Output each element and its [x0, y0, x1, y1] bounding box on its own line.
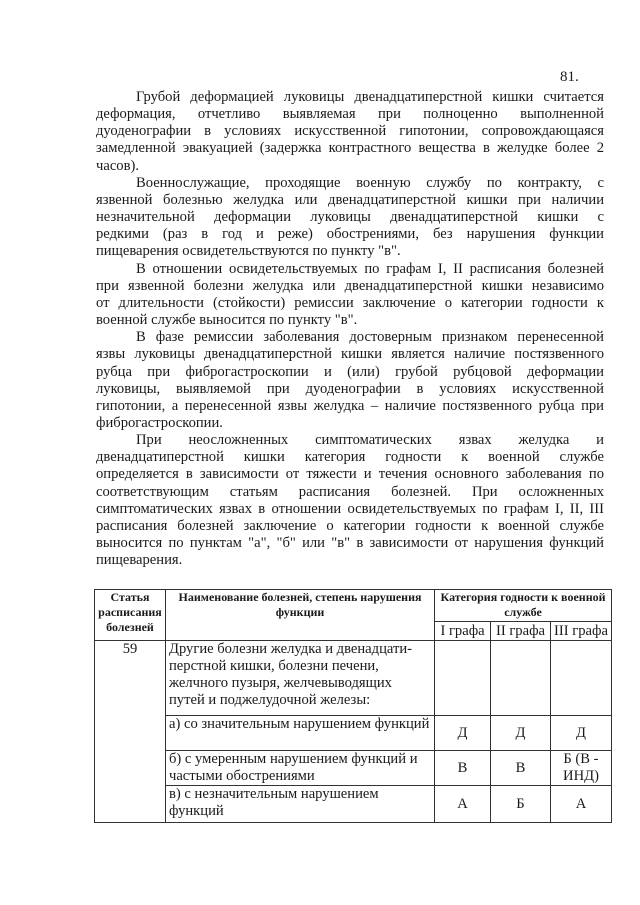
text-line: гипотонии, а перенесенной язвы желудка – наличие постязвенного рубца при [96, 397, 604, 414]
text-line: фиброгастроскопии. [96, 414, 223, 431]
table-row [95, 641, 612, 716]
document-body [96, 89, 604, 569]
header-article: Статья расписания болезней [95, 590, 166, 641]
text-line: при язвенной болезни желудка или двенадцатиперстной кишки независимо [96, 277, 604, 294]
group-title: Другие болезни желудка и двенадцати-перстной кишки, болезни печени, желчного пузыря, желчевыводящих путей и поджелудочной железы: [165, 641, 434, 716]
text-line: выносится по пунктам "а", "б" или "в" в зависимости от нарушения функций [96, 535, 604, 552]
page-number: 81. [560, 69, 579, 85]
text-line: определяется в зависимости от тяжести и течения основного заболевания по [96, 466, 604, 483]
text-line: Военнослужащие, проходящие военную службу по контракту, с [136, 174, 604, 191]
text-line: деформация, отчетливо выявляемая при полноценно выполненной [96, 106, 604, 123]
paragraph [96, 89, 604, 175]
cell-col2: Д [491, 716, 551, 751]
paragraph [96, 432, 604, 569]
cell-col3: Б (В - ИНД) [550, 751, 611, 786]
article-number: 59 [95, 641, 166, 823]
text-line: редкими (раз в год и реже) обострениями, без нарушения функции [96, 226, 604, 243]
text-line: от длительности (стойкости) ремиссии заключение о категории годности к [96, 294, 604, 311]
text-line: соответствующим статьям расписания болезней. При осложненных [96, 483, 604, 500]
text-line: язвы луковицы двенадцатиперстной кишки является наличие постязвенного [96, 346, 604, 363]
text-line: язвенной болезнью желудка или двенадцатиперстной кишки при наличии [96, 191, 604, 208]
cell-col2: В [491, 751, 551, 786]
header-col1: I графа [435, 622, 491, 641]
text-line: дуоденографии в условиях искусственной гипотонии, сопровождающаяся [96, 123, 604, 140]
text-line: рубца при фиброгастроскопии и (или) грубой рубцовой деформации [96, 363, 604, 380]
text-line: двенадцатиперстной кишки категория годности к военной службе [96, 449, 604, 466]
table-row [95, 751, 612, 786]
text-line: пищеварения. [96, 552, 183, 569]
header-name: Наименование болезней, степень нарушения функции [165, 590, 434, 641]
text-line: симптоматических язвах в отношении освидетельствуемых по графам I, II, III [96, 500, 604, 517]
header-col2: II графа [491, 622, 551, 641]
text-line: пищеварения освидетельствуются по пункту "в". [96, 243, 401, 260]
text-line: В отношении освидетельствуемых по графам I, II расписания болезней [136, 260, 604, 277]
text-line: При неосложненных симптоматических язвах желудка и [136, 432, 604, 449]
cell-col2: Б [491, 786, 551, 823]
cell-col3: А [550, 786, 611, 823]
text-line: Грубой деформацией луковицы двенадцатиперстной кишки считается [136, 89, 604, 105]
row-name: в) с незначительным нарушением функций [165, 786, 434, 823]
text-line: военной службе выносится по пункту "в". [96, 312, 358, 329]
paragraph [96, 329, 604, 432]
text-line: луковицы, выявляемой при дуоденографии в условиях искусственной [96, 380, 604, 397]
cell-col1: Д [435, 716, 491, 751]
table-row [95, 786, 612, 823]
text-line: часов). [96, 157, 139, 174]
disease-schedule-table [94, 589, 612, 823]
row-name: б) с умеренным нарушением функций и частыми обострениями [165, 751, 434, 786]
paragraph [96, 261, 604, 330]
header-col3: III графа [550, 622, 611, 641]
table-row [95, 716, 612, 751]
cell-col1: А [435, 786, 491, 823]
paragraph [96, 175, 604, 261]
cell-col1: В [435, 751, 491, 786]
text-line: В фазе ремиссии заболевания достоверным признаком перенесенной [136, 329, 604, 346]
text-line: незначительной деформации луковицы двенадцатиперстной кишки с [96, 209, 604, 226]
row-name: а) со значительным нарушением функций [165, 716, 434, 751]
header-category: Категория годности к военной службе [435, 590, 612, 622]
text-line: расписания болезней заключение о категории годности к военной службе [96, 517, 604, 534]
cell-col3: Д [550, 716, 611, 751]
text-line: замедленной эвакуацией (задержка контрастного вещества в желудке более 2 [96, 140, 604, 157]
